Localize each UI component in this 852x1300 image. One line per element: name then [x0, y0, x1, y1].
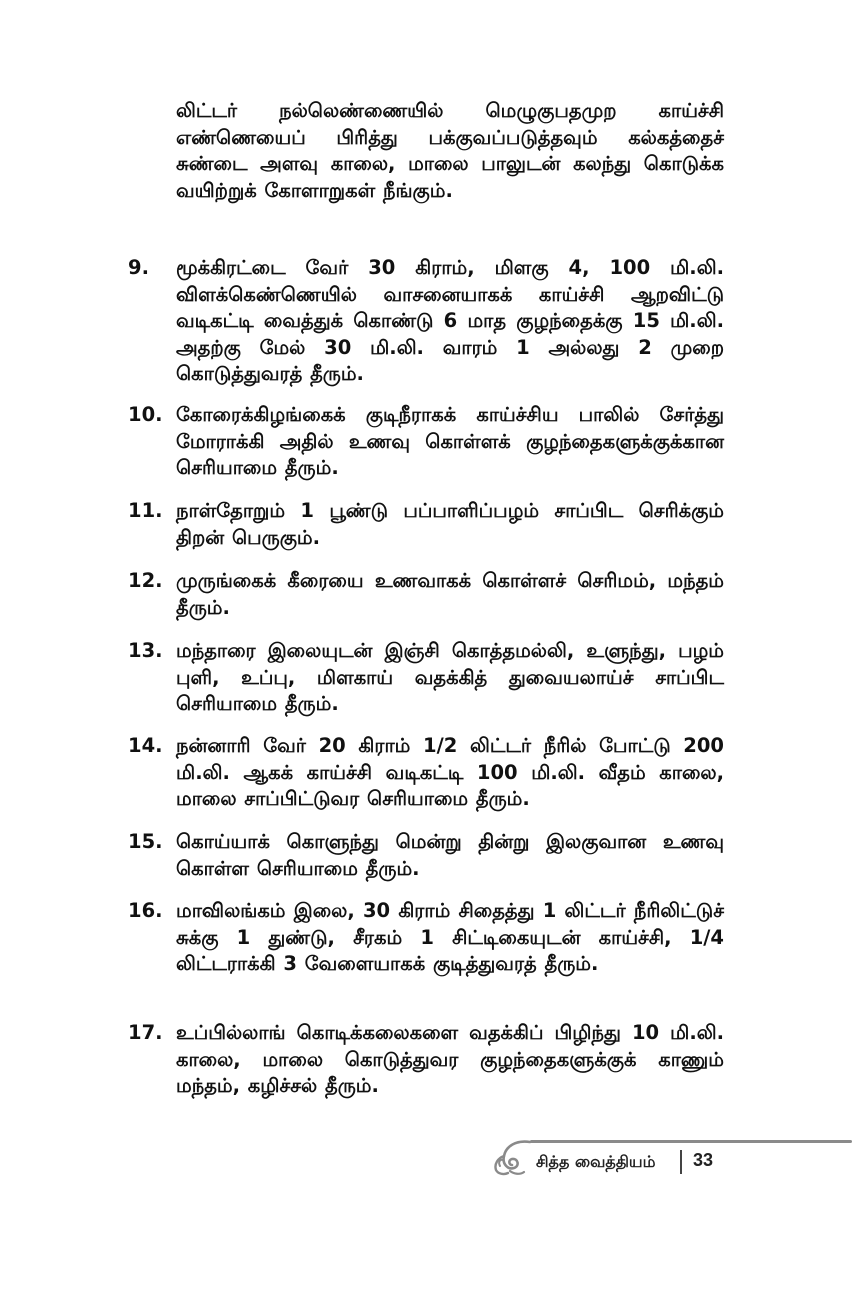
item-text: நன்னாரி வேர் 20 கிராம் 1/2 லிட்டர் நீரில் போட்டு 200 மி.லி. ஆகக் காய்ச்சி வடிகட்டி 100 மி.லி. வீதம் காலை, மாலை சாப்பிட்டுவர செரியாமை தீரும்.	[176, 734, 724, 810]
item-text: மந்தாரை இலையுடன் இஞ்சி கொத்தமல்லி, உளுந்து, பழம் புளி, உப்பு, மிளகாய் வதக்கித் துவையலாய்ச் சாப்பிட செரியாமை தீரும்.	[176, 639, 724, 715]
item-text: நாள்தோறும் 1 பூண்டு பப்பாளிப்பழம் சாப்பிட செரிக்கும் திறன் பெருகும்.	[176, 499, 724, 549]
item-text: மாவிலங்கம் இலை, 30 கிராம் சிதைத்து 1 லிட்டர் நீரிலிட்டுச் சுக்கு 1 துண்டு, சீரகம் 1 சிட்டிகையுடன் காய்ச்சி, 1/4 லிட்டராக்கி 3 வேளையாகக் குடித்துவரத் தீரும்.	[176, 899, 724, 975]
item-number: 17.	[128, 1021, 163, 1044]
page-number: 33	[693, 1150, 714, 1170]
page-footer	[490, 1138, 852, 1182]
item-text: மூக்கிரட்டை வேர் 30 கிராம், மிளகு 4, 100 மி.லி. விளக்கெண்ணெயில் வாசனையாகக் காய்ச்சி ஆறவிட்டு வடிகட்டி வைத்துக் கொண்டு 6 மாத குழந்தைக்கு 15 மி.லி. அதற்கு மேல் 30 மி.லி. வாரம் 1 அல்லது 2 முறை கொடுத்துவரத் தீரும்.	[176, 256, 724, 385]
item-number: 13.	[128, 639, 163, 662]
item-text: கோரைக்கிழங்கைக் குடிநீராகக் காய்ச்சிய பாலில் சேர்த்து மோராக்கி அதில் உணவு கொள்ளக் குழந்தைகளுக்குக்கான செரியாமை தீரும்.	[176, 403, 724, 479]
item-number: 15.	[128, 830, 163, 853]
item-number: 11.	[128, 499, 163, 522]
item-number: 9.	[128, 256, 149, 279]
footer-rule	[530, 1140, 852, 1143]
footer-book-title: சித்த வைத்தியம்	[536, 1152, 656, 1171]
swirl-ornament-icon	[490, 1138, 534, 1178]
item-number: 12.	[128, 569, 163, 592]
item-number: 10.	[128, 403, 163, 426]
item-number: 14.	[128, 734, 163, 757]
continuation-paragraph: லிட்டர் நல்லெண்ணையில் மெழுகுபதமுற காய்ச்சி எண்ணெயைப் பிரித்து பக்குவப்படுத்தவும் கல்கத்தைச் சுண்டை அளவு காலை, மாலை பாலுடன் கலந்து கொடுக்க வயிற்றுக் கோளாறுகள் நீங்கும்.	[176, 99, 724, 202]
item-number: 16.	[128, 899, 163, 922]
footer-divider	[680, 1150, 682, 1174]
item-text: கொய்யாக் கொளுந்து மென்று தின்று இலகுவான உணவு கொள்ள செரியாமை தீரும்.	[176, 830, 724, 880]
item-text: உப்பில்லாங் கொடிக்கலைகளை வதக்கிப் பிழிந்து 10 மி.லி. காலை, மாலை கொடுத்துவர குழந்தைகளுக்குக் காணும் மந்தம், கழிச்சல் தீரும்.	[176, 1021, 724, 1097]
item-text: முருங்கைக் கீரையை உணவாகக் கொள்ளச் செரிமம், மந்தம் தீரும்.	[176, 569, 724, 619]
